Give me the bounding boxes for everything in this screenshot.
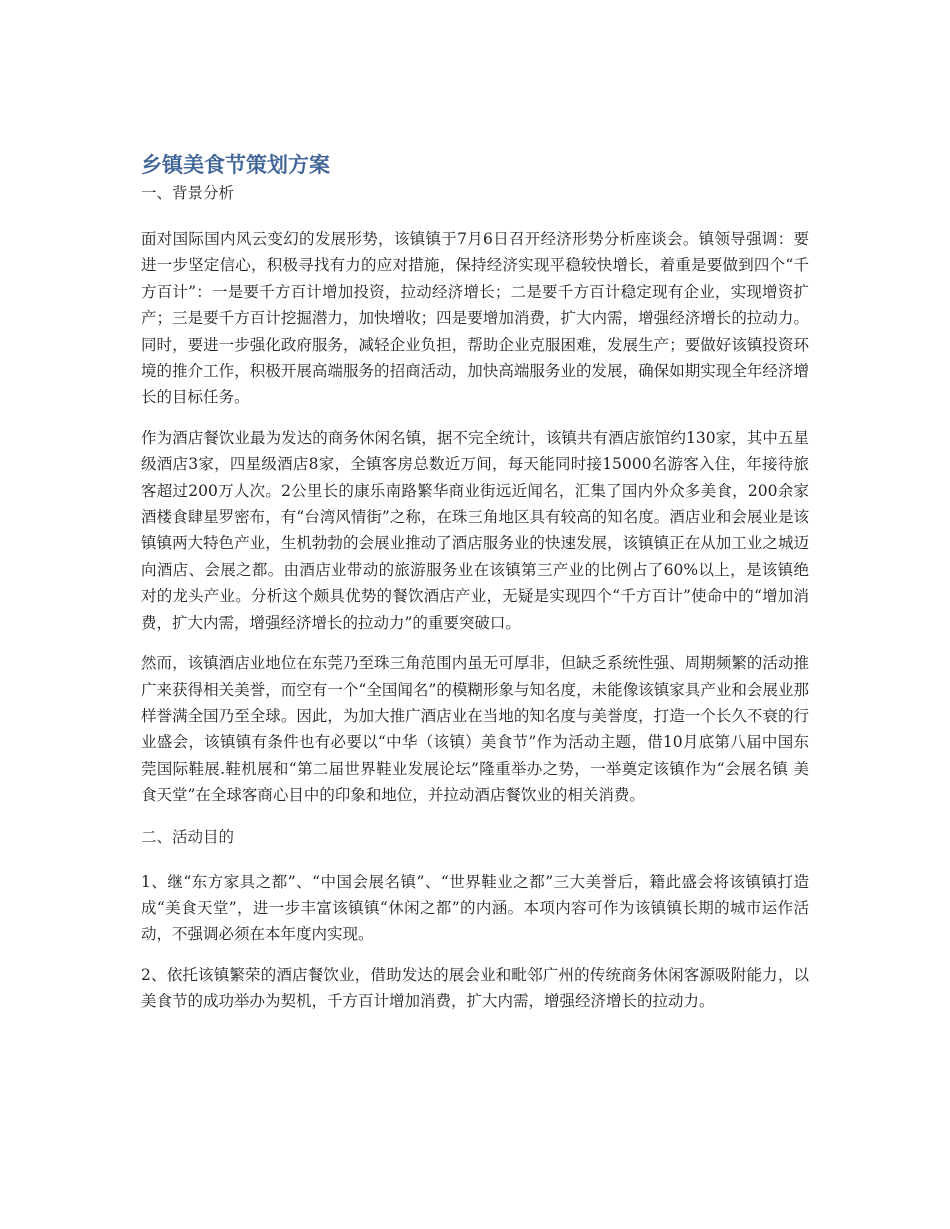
spacer bbox=[141, 206, 809, 226]
spacer bbox=[141, 636, 809, 650]
spacer bbox=[141, 809, 809, 824]
document-body bbox=[141, 150, 809, 1015]
paragraph-economic-situation: 面对国际国内风云变幻的发展形势，该镇镇于7月6日召开经济形势分析座谈会。镇领导强调：要进一步坚定信心，积极寻找有力的应对措施，保持经济实现平稳较快增长，着重是要做到四个“千方百计”：一是要千方百计增加投资，拉动经济增长；二是要千方百计稳定现有企业，实现增资扩产；三是要千方百计挖掘潜力，加快增收；四是要增加消费，扩大内需，增强经济增长的拉动力。同时，要进一步强化政府服务，减轻企业负担，帮助企业克服困难，发展生产；要做好该镇投资环境的推介工作，积极开展高端服务的招商活动，加快高端服务业的发展，确保如期实现全年经济增长的目标任务。 bbox=[141, 230, 809, 407]
paragraph-hotel-industry: 作为酒店餐饮业最为发达的商务休闲名镇，据不完全统计，该镇共有酒店旅馆约130家，其中五星级酒店3家，四星级酒店8家，全镇客房总数近万间，每天能同时接15000名游客入住，年接待旅客超过200万人次。2公里长的康乐南路繁华商业街远近闻名，汇集了国内外众多美食，200余家酒楼食肆星罗密布，有“台湾风情街”之称，在珠三角地区具有较高的知名度。酒店业和会展业是该镇镇两大特色产业，生机勃勃的会展业推动了酒店服务业的快速发展，该镇镇正在从加工业之城迈向酒店、会展之都。由酒店业带动的旅游服务业在该镇第三产业的比例占了60%以上，是该镇绝对的龙头产业。分析这个颇具优势的餐饮酒店产业，无疑是实现四个“千方百计”使命中的“增加消费，扩大内需，增强经济增长的拉动力”的重要突破口。 bbox=[141, 428, 809, 632]
paragraph-purpose-2: 2、依托该镇繁荣的酒店餐饮业，借助发达的展会业和毗邻广州的传统商务休闲客源吸附能力，以美食节的成功举办为契机，千方百计增加消费，扩大内需，增强经济增长的拉动力。 bbox=[141, 965, 809, 1011]
paragraph-festival-rationale: 然而，该镇酒店业地位在东莞乃至珠三角范围内虽无可厚非，但缺乏系统性强、周期频繁的活动推广来获得相关美誉，而空有一个“全国闻名”的模糊形象与知名度，未能像该镇家具产业和会展业那样誉满全国乃至全球。因此，为加大推广酒店业在当地的知名度与美誉度，打造一个长久不衰的行业盛会，该镇镇有条件也有必要以“中华（该镇）美食节”作为活动主题，借10月底第八届中国东莞国际鞋展.鞋机展和“第二届世界鞋业发展论坛”隆重举办之势，一举奠定该镇作为“会展名镇 美食天堂”在全球客商心目中的印象和地位，并拉动酒店餐饮业的相关消费。 bbox=[141, 654, 809, 805]
spacer bbox=[141, 850, 809, 869]
spacer bbox=[141, 948, 809, 962]
section-heading-purpose: 二、活动目的 bbox=[141, 827, 235, 846]
paragraph-purpose-1: 1、继“东方家具之都”、“中国会展名镇”、“世界鞋业之都”三大美誉后，籍此盛会将该镇镇打造成“美食天堂”，进一步丰富该镇镇“休闲之都”的内涵。本项内容可作为该镇镇长期的城市运作活动，不强调必须在本年度内实现。 bbox=[141, 872, 809, 944]
document-title: 乡镇美食节策划方案 bbox=[141, 153, 330, 177]
spacer bbox=[141, 411, 809, 425]
section-heading-background: 一、背景分析 bbox=[141, 184, 235, 202]
